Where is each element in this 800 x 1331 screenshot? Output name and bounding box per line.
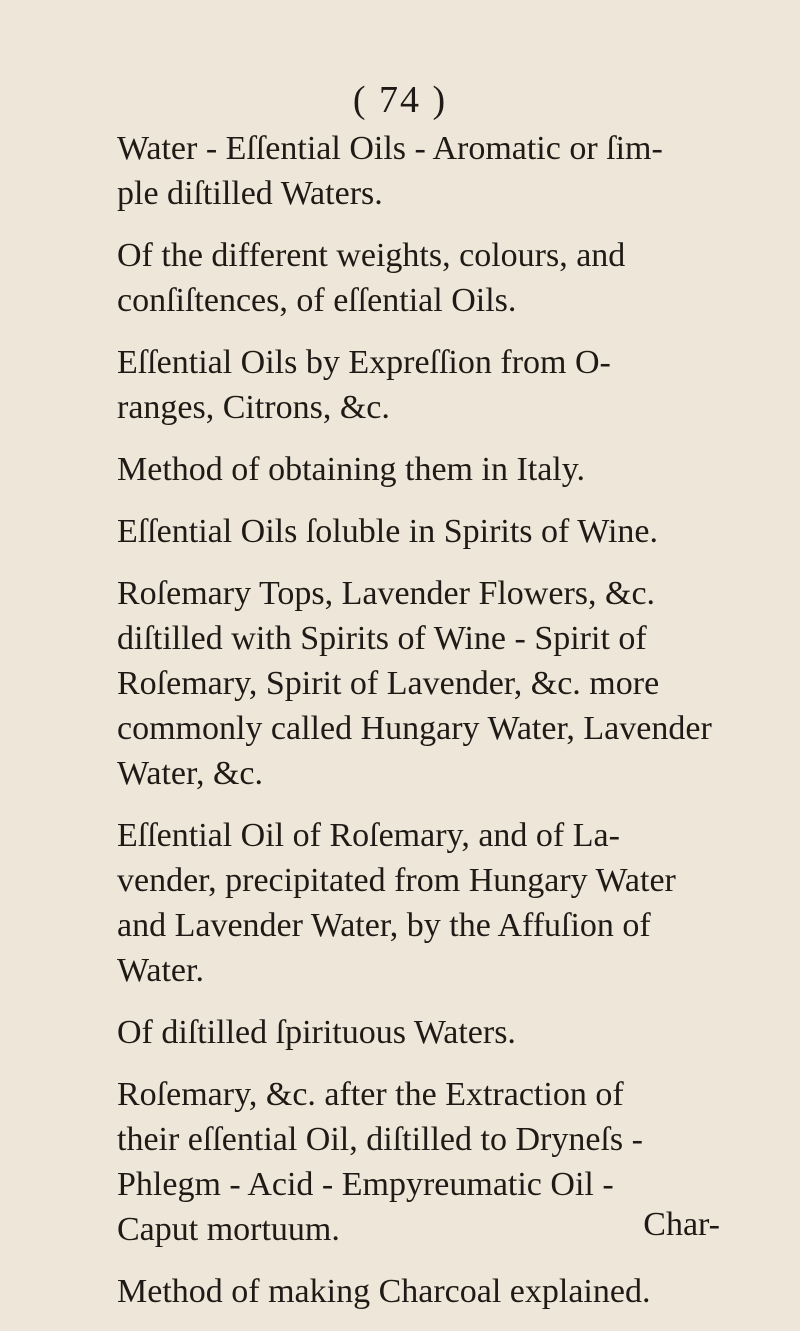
text-line: Roſemary, Spirit of Lavender, &c. more [117,665,660,702]
text-line: Roſemary Tops, Lavender Flowers, &c. [117,575,656,612]
text-line: Water, &c. [117,755,263,792]
text-line: Phlegm - Acid - Empyreumatic Oil - [117,1166,614,1203]
paragraph [87,509,727,554]
text-line: their eſſential Oil, diſtilled to Dryneſs - [117,1121,643,1158]
paragraph [87,1269,727,1314]
text-line: Of diſtilled ſpirituous Waters. [117,1014,516,1051]
page-body [87,126,727,1331]
paragraph [87,813,727,993]
paragraph [87,126,727,216]
text-line: commonly called Hungary Water, Lavender [117,710,712,747]
paragraph [87,233,727,323]
paragraph [87,1010,727,1055]
text-line: ple diſtilled Waters. [117,175,383,212]
paragraph [87,1072,727,1252]
text-line: Eſſential Oils ſoluble in Spirits of Wine. [117,513,659,550]
paragraph [87,340,727,430]
text-line: and Lavender Water, by the Affuſion of [117,907,651,944]
text-line: ranges, Citrons, &c. [117,389,390,426]
text-line: diſtilled with Spirits of Wine - Spirit of [117,620,647,657]
page-number: ( 74 ) [352,79,448,121]
text-line: vender, precipitated from Hungary Water [117,862,676,899]
text-line: Of the different weights, colours, and [117,237,626,274]
text-line: Roſemary, &c. after the Extraction of [117,1076,624,1113]
text-line: Caput mortuum. [117,1211,340,1248]
text-line: conſiſtences, of eſſential Oils. [117,282,517,319]
text-line: Water - Eſſential Oils - Aromatic or ſim- [117,130,663,167]
catchword: Char- [643,1206,720,1243]
text-line: Eſſential Oil of Roſemary, and of La- [117,817,620,854]
text-line: Eſſential Oils by Expreſſion from O- [117,344,611,381]
text-line: Method of obtaining them in Italy. [117,451,586,488]
paragraph [87,447,727,492]
text-line: Method of making Charcoal explained. [117,1273,651,1310]
text-line: Water. [117,952,204,989]
paragraph [87,571,727,796]
